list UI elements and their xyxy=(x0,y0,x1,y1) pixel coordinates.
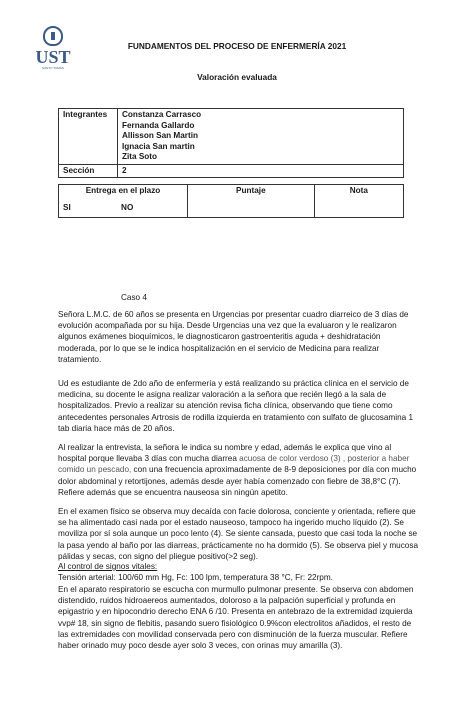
no-option: NO xyxy=(121,203,134,212)
case-paragraph-5: En el aparato respiratorio se escucha con murmullo pulmonar presente. Se observa con abdomen distendido, ruidos hidroaereos aumentados, doloroso a la palpación superficial y profunda en epigastrio y en hipocondrio derecho ENA 6 /10. Presenta en antebrazo de la extremidad izquierda vvp# 18, sin signo de flebitis, pasando suero fisiológico 0.9%con electrolitos añadidos, el resto de las extremidades con movilidad conservada pero con disminución de la fuerza muscular. Refiere haber orinado muy poco desde ayer solo 3 veces, con orinas muy amarilla (3). xyxy=(58,585,414,651)
integrantes-label: Integrantes xyxy=(59,109,118,165)
case-paragraph-3 xyxy=(58,442,418,498)
interview-text: Al realizar la entrevista, la señora le indica su nombre y edad, además le explica que vino al hospital porque llevaba 3 días con mucha diarrea xyxy=(58,443,392,464)
document-subtitle: Valoración evaluada xyxy=(197,72,277,82)
interview-highlight: acuosa de color verdoso (3) , posterior a haber comido un pescado, xyxy=(58,454,410,475)
delivery-header: Entrega en el plazo xyxy=(85,186,161,195)
si-option: SI xyxy=(63,203,71,212)
course-title: FUNDAMENTOS DEL PROCESO DE ENFERMERÍA 2021 xyxy=(127,41,347,51)
vitals-text: Tensión arterial: 100/60 mm Hg, Fc: 100 lpm, temperatura 38 °C, Fr: 22rpm. xyxy=(58,573,333,582)
member-name: Fernanda Gallardo xyxy=(122,120,195,130)
grading-table xyxy=(58,184,404,218)
case-title: Caso 4 xyxy=(121,293,147,302)
interview-text-cont: con una frecuencia aproximadamente de 8-9 deposiciones por día con mucho dolor abdominal y retortijones, además desde ayer había comenzado con fiebre de 38,8°C (7). Refiere además que se encuentra nauseosa sin ningún apetito. xyxy=(58,465,417,497)
vitals-heading-text: Al control de signos vitales: xyxy=(58,562,158,571)
case-paragraph-1: Señora L.M.C. de 60 años se presenta en Urgencias por presentar cuadro diarreico de 3 días de evolución acompañada por su hija. Desde Urgencias una vez que la evaluaron y le realizaron algunos exámenes bioquímicos, le diagnosticaron gastroenteritis aguda + deshidratación moderada, por lo que se le indica hospitalización en el servicio de Medicina para realizar tratamiento. xyxy=(58,310,409,364)
case-paragraph-2: Ud es estudiante de 2do año de enfermería y está realizando su práctica clínica en el servicio de medicina, su docente le asigna realizar valoración a la señora que recién llegó a la sala de hospitalizados. Previo a realizar su atención revisa ficha clínica, observando que tiene como antecedentes personales Artrosis de rodilla izquierda en tratamiento con sulfato de glucosamina 1 tab diaria hace más de 20 años. xyxy=(58,379,414,433)
seccion-value: 2 xyxy=(118,164,404,178)
member-name: Constanza Carrasco xyxy=(122,110,202,119)
logo-subtext: SANTO TOMÁS xyxy=(42,66,64,70)
team-table xyxy=(58,108,404,178)
member-name: Allisson San Martin xyxy=(122,131,198,140)
members-cell xyxy=(118,109,404,165)
member-name: Zita Soto xyxy=(122,152,158,161)
seccion-label: Sección xyxy=(59,164,118,178)
logo-text: UST xyxy=(35,47,71,67)
nota-header: Nota xyxy=(314,185,403,218)
delivery-cell xyxy=(59,185,188,218)
member-name: Ignacia San martin xyxy=(122,141,195,151)
vitals-heading xyxy=(58,561,418,572)
case-paragraph-4: En el examen físico se observa muy decaída con facie dolorosa, conciente y orientada, refiere que se ha alimentado casi nada por el estado nauseoso, tampoco ha ingerido mucho líquido (2). Se moviliza por sí sola aunque un poco lento (4). Se siente cansada, puesto que casi toda la noche se la pasa yendo al baño por las diarreas, prácticamente no ha dormido (5). Se observa piel y mucosa pálidas y secas, con signo del pliegue positivo(>2 seg). xyxy=(58,507,418,561)
puntaje-header: Puntaje xyxy=(188,185,315,218)
